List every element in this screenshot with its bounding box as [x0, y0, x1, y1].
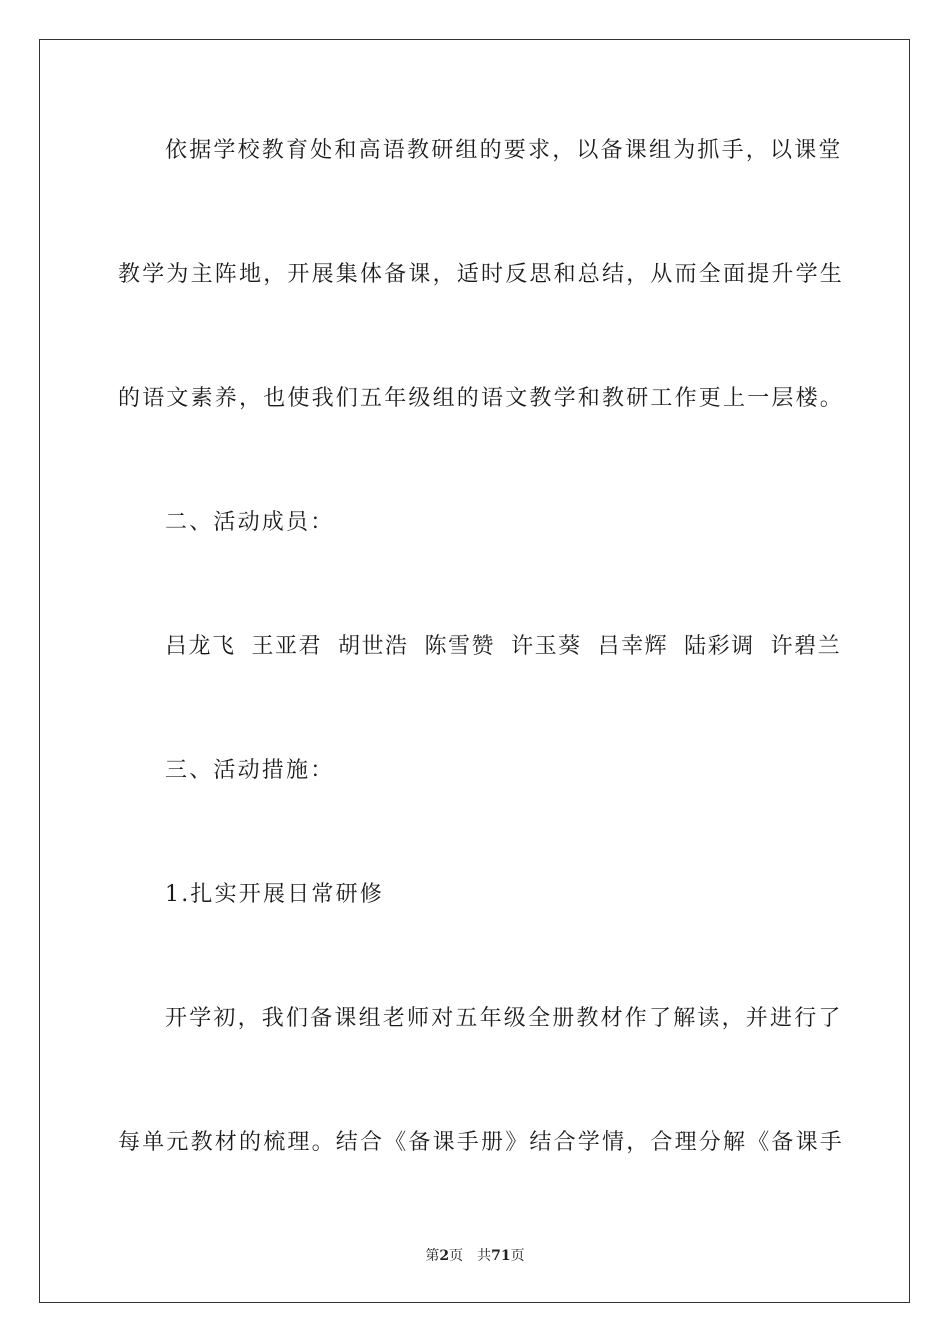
member-name: 胡世浩	[338, 634, 409, 659]
paragraph-line: 每单元教材的梳理。结合《备课手册》结合学情，合理分解《备课手	[118, 1130, 845, 1155]
member-name: 陈雪赞	[424, 634, 496, 659]
footer-prefix: 第	[425, 1248, 440, 1264]
footer-total-prefix: 共	[477, 1248, 492, 1264]
member-name: 吕龙飞	[165, 634, 236, 659]
page-footer	[0, 1247, 950, 1265]
paragraph-line: 依据学校教育处和高语教研组的要求，以备课组为抓手，以课堂	[165, 138, 843, 163]
paragraph-line: 的语文素养，也使我们五年级组的语文教学和教研工作更上一层楼。	[118, 386, 845, 411]
section-heading-members: 二、活动成员：	[165, 510, 335, 535]
paragraph-line: 教学为主阵地，开展集体备课，适时反思和总结，从而全面提升学生	[118, 262, 845, 287]
member-name: 许玉葵	[511, 634, 582, 659]
paragraph-line: 开学初，我们备课组老师对五年级全册教材作了解读，并进行了	[165, 1006, 843, 1031]
member-list	[165, 632, 841, 662]
member-name: 吕幸辉	[597, 634, 669, 659]
footer-total-suffix: 页	[510, 1248, 525, 1264]
page-border	[39, 39, 910, 1303]
subheading: 1.扎实开展日常研修	[165, 882, 384, 907]
member-name: 王亚君	[251, 634, 323, 659]
member-name: 许碧兰	[770, 634, 842, 659]
section-heading-measures: 三、活动措施：	[165, 758, 335, 783]
total-pages: 71	[491, 1248, 511, 1264]
footer-page-suffix: 页	[449, 1248, 464, 1264]
member-name: 陆彩调	[684, 634, 755, 659]
current-page-number: 2	[439, 1248, 450, 1264]
